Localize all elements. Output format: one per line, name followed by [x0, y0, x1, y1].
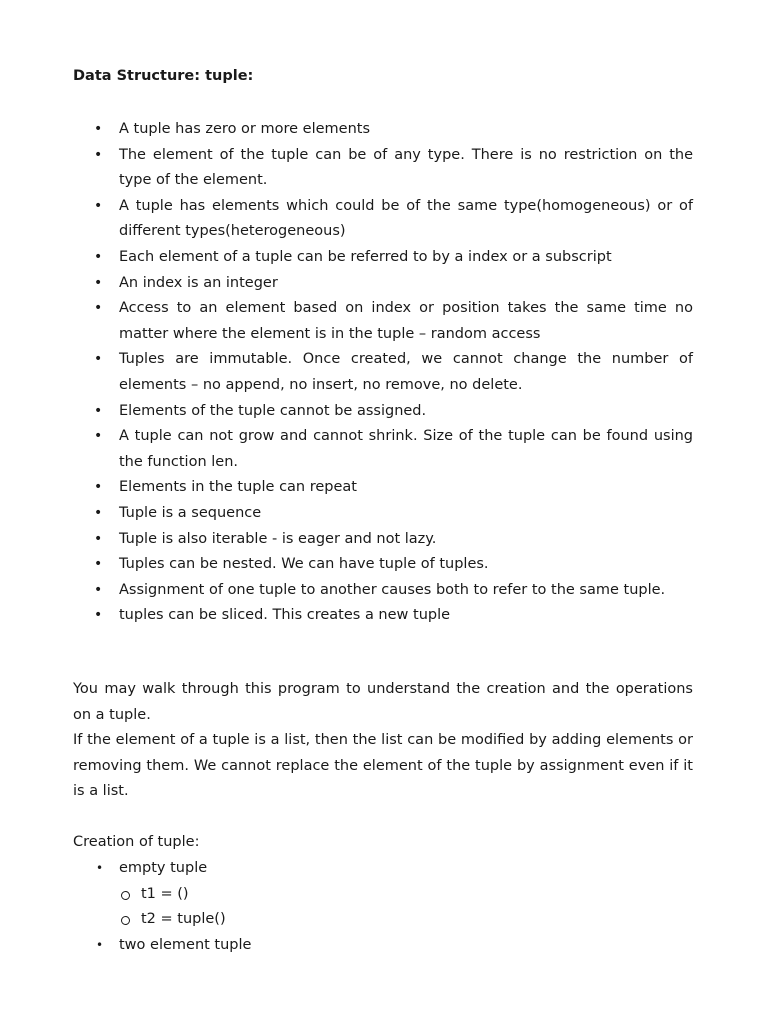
list-item: • Access to an element based on index or position takes the same time no matter where the element is in the tuple – random access [73, 296, 693, 347]
bullet-icon: • [96, 937, 104, 952]
bullet-icon: • [94, 428, 103, 445]
list-item: • tuples can be sliced. This creates a new tuple [73, 603, 693, 629]
bullet-icon: • [94, 248, 103, 265]
hollow-bullet-icon [121, 916, 130, 925]
intro-paragraph: You may walk through this program to understand the creation and the operations on a tuple. [73, 681, 693, 723]
bullet-icon: • [94, 556, 103, 573]
bullet-icon: • [94, 479, 103, 496]
list-item: • two element tuple [73, 933, 693, 959]
list-item: • A tuple has zero or more elements [73, 117, 693, 143]
list-item: • An index is an integer [73, 271, 693, 297]
list-item: • Elements in the tuple can repeat [73, 475, 693, 501]
code-item: t1 = () [73, 882, 693, 908]
bullet-icon: • [94, 607, 103, 624]
list-element-paragraph: If the element of a tuple is a list, then the list can be modified by adding elements or removing them. We cannot replace the element of the tuple by assignment even if it is a list. [73, 732, 693, 800]
code-item: t2 = tuple() [73, 907, 693, 933]
list-item: • A tuple has elements which could be of the same type(homogeneous) or of different types(heterogeneous) [73, 194, 693, 245]
bullet-icon: • [96, 861, 104, 875]
list-item: • Elements of the tuple cannot be assigned. [73, 399, 693, 425]
list-item: • Each element of a tuple can be referred to by a index or a subscript [73, 245, 693, 271]
bullet-icon: • [94, 402, 103, 419]
list-item: • Tuple is also iterable - is eager and not lazy. [73, 527, 693, 553]
list-item: • Tuples are immutable. Once created, we cannot change the number of elements – no append, no insert, no remove, no delete. [73, 347, 693, 398]
bullet-icon: • [94, 274, 103, 291]
bullet-icon: • [94, 146, 103, 163]
bullet-icon: • [94, 197, 103, 214]
bullet-icon: • [94, 351, 103, 368]
tuple-properties-list [73, 117, 693, 629]
bullet-icon: • [94, 504, 103, 521]
list-item: • Tuples can be nested. We can have tuple of tuples. [73, 552, 693, 578]
bullet-icon: • [94, 300, 103, 317]
bullet-icon: • [94, 121, 103, 137]
bullet-icon: • [94, 530, 103, 547]
creation-list [73, 856, 693, 958]
list-item: • Tuple is a sequence [73, 501, 693, 527]
list-item: • A tuple can not grow and cannot shrink. Size of the tuple can be found using the function len. [73, 424, 693, 475]
document-title: Data Structure: tuple: [73, 68, 254, 84]
list-item: • Assignment of one tuple to another causes both to refer to the same tuple. [73, 578, 693, 604]
hollow-bullet-icon [121, 891, 130, 900]
list-item: • empty tuple [73, 856, 693, 882]
list-item: • The element of the tuple can be of any type. There is no restriction on the type of the element. [73, 143, 693, 194]
bullet-icon: • [94, 581, 103, 598]
creation-heading: Creation of tuple: [73, 834, 200, 850]
